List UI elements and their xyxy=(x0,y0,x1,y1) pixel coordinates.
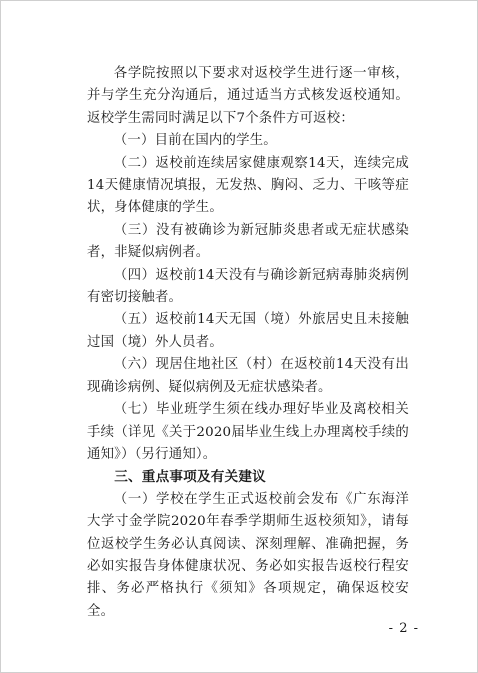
document-body xyxy=(87,63,409,623)
condition-1: （一）目前在国内的学生。 xyxy=(113,133,277,149)
condition-6: （六）现居住地社区（村）在返校前14天没有出现确诊病例、疑似病例及无症状感染者。 xyxy=(87,357,409,395)
condition-7: （七）毕业班学生须在线办理好毕业及离校相关手续（详见《关于2020届毕业生线上办理离校手续的通知》）（另行通知）。 xyxy=(87,402,409,462)
condition-4: （四）返校前14天没有与确诊新冠病毒肺炎病例有密切接触者。 xyxy=(87,267,409,306)
intro-paragraph: 各学院按照以下要求对返校学生进行逐一审核，并与学生充分沟通后，通过适当方式核发返校通知。返校学生需同时满足以下7个条件方可返校： xyxy=(87,66,409,126)
condition-2: （二）返校前连续居家健康观察14天，连续完成14天健康情况填报，无发热、胸闷、乏力、干咳等症状，身体健康的学生。 xyxy=(87,155,409,216)
section-paragraph: （一）学校在学生正式返校前会发布《广东海洋大学寸金学院2020年春季学期师生返校须知》，请每位返校学生务必认真阅读、深刻理解、准确把握，务必如实报告身体健康状况、务必如实报告返校行程安排、务必严格执行《须知》各项规定，确保返校安全。 xyxy=(87,491,409,619)
condition-3: （三）没有被确诊为新冠肺炎患者或无症状感染者，非疑似病例者。 xyxy=(87,222,409,261)
section-heading: 三、重点事项及有关建议 xyxy=(114,469,266,486)
page-number: - 2 - xyxy=(388,621,419,636)
condition-5: （五）返校前14天无国（境）外旅居史且未接触过国（境）外人员者。 xyxy=(87,312,409,350)
